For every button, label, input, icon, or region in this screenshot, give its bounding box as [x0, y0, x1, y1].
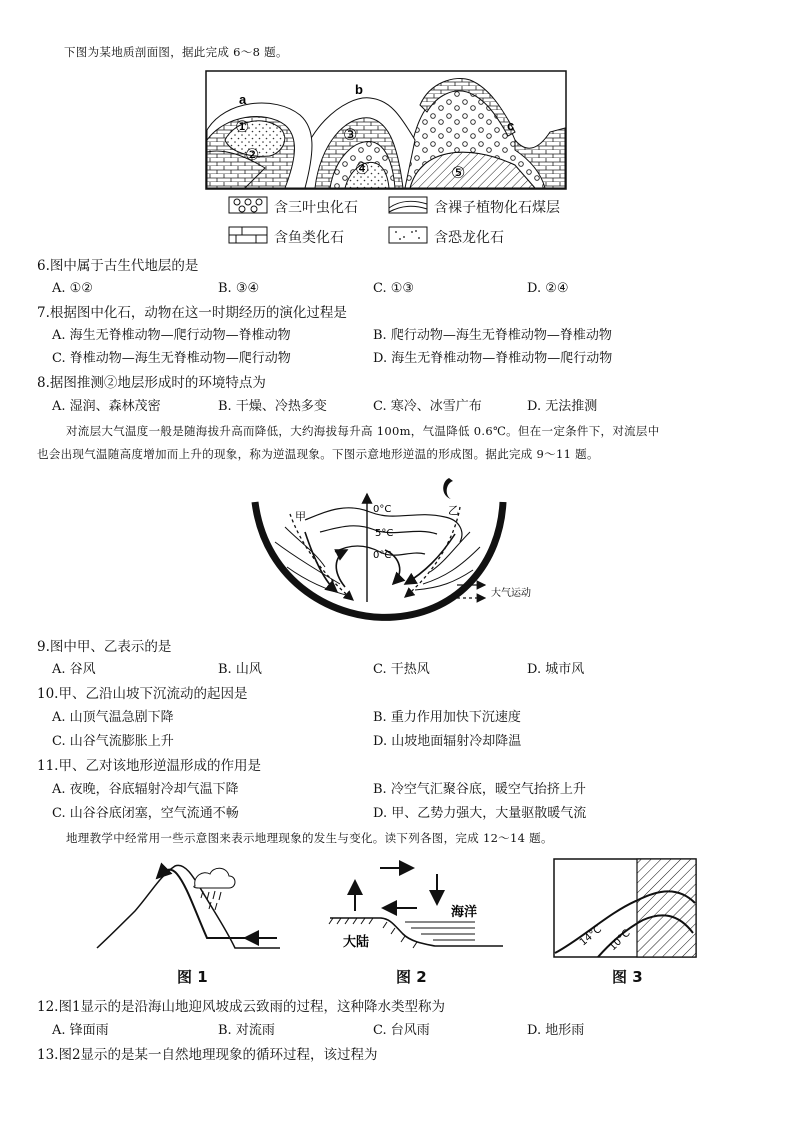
q6-option-a[interactable]: A. ①②	[52, 281, 93, 296]
label-layer-4: ④	[355, 159, 370, 178]
figure-2-land-label: 大陆	[343, 935, 370, 950]
legend-swatch-fish	[228, 226, 268, 244]
q8-option-d[interactable]: D. 无法推测	[527, 399, 598, 414]
question-7-stem: 7.根据图中化石，动物在这一时期经历的演化过程是	[37, 305, 347, 321]
q7-option-b[interactable]: B. 爬行动物—海生无脊椎动物—脊椎动物	[373, 328, 612, 343]
label-a: a	[239, 92, 247, 107]
figure-3-caption: 图 3	[612, 968, 643, 986]
legend-swatch-trilobite	[228, 196, 268, 214]
intro-12-14: 地理教学中经常用一些示意图来表示地理现象的发生与变化。读下列各图，完成 12～14 题。	[66, 831, 553, 845]
valley-label-yi: 乙	[448, 504, 459, 517]
legend-fish: 含鱼类化石	[274, 230, 344, 246]
geologic-section-figure	[205, 70, 567, 190]
question-10-stem: 10.甲、乙沿山坡下沉流动的起因是	[37, 686, 248, 702]
q8-option-c[interactable]: C. 寒冷、冰雪广布	[373, 399, 482, 414]
valley-label-jia: 甲	[295, 510, 306, 523]
q12-option-a[interactable]: A. 锋面雨	[52, 1023, 109, 1038]
legend-trilobite: 含三叶虫化石	[274, 200, 358, 216]
q10-option-a[interactable]: A. 山顶气温急剧下降	[52, 710, 174, 725]
label-c: c	[507, 118, 515, 133]
q6-option-d[interactable]: D. ②④	[527, 281, 569, 296]
label-layer-1: ①	[235, 117, 250, 136]
q11-option-c[interactable]: C. 山谷谷底闭塞，空气流通不畅	[52, 806, 239, 821]
label-layer-3: ③	[343, 125, 358, 144]
label-layer-5: ⑤	[451, 163, 466, 182]
question-8-stem: 8.据图推测②地层形成时的环境特点为	[37, 375, 266, 391]
figure-1-caption: 图 1	[177, 968, 208, 986]
q7-option-d[interactable]: D. 海生无脊椎动物—脊椎动物—爬行动物	[373, 351, 613, 366]
q7-option-c[interactable]: C. 脊椎动物—海生无脊椎动物—爬行动物	[52, 351, 291, 366]
isotherm-label-top: 0°C	[373, 504, 392, 515]
figure-3-iso10-label: 10°C	[607, 927, 633, 954]
q7-option-a[interactable]: A. 海生无脊椎动物—爬行动物—脊椎动物	[52, 328, 291, 343]
figure-2-sea-breeze	[325, 856, 505, 956]
figure-2-ocean-label: 海洋	[451, 905, 478, 920]
valley-inversion-figure	[245, 472, 555, 622]
q12-option-d[interactable]: D. 地形雨	[527, 1023, 585, 1038]
intro-9-11-line1: 对流层大气温度一般是随海拔升高而降低，大约海拔每升高 100m，气温降低 0.6℃。但在一定条件下，对流层中	[66, 424, 660, 438]
q9-option-b[interactable]: B. 山风	[218, 662, 262, 677]
isotherm-label-mid: 5°C	[375, 528, 394, 539]
legend-gymnosperm: 含裸子植物化石煤层	[434, 200, 560, 216]
legend-swatch-dinosaur	[388, 226, 428, 244]
intro-6-8: 下图为某地质剖面图，据此完成 6～8 题。	[64, 45, 288, 59]
figure-1-orographic	[95, 856, 285, 956]
question-13-stem: 13.图2显示的是某一自然地理现象的循环过程，该过程为	[37, 1047, 378, 1063]
valley-legend-label: 大气运动	[491, 588, 531, 599]
label-layer-2: ②	[245, 145, 260, 164]
question-11-stem: 11.甲、乙对该地形逆温形成的作用是	[37, 758, 261, 774]
q11-option-a[interactable]: A. 夜晚，谷底辐射冷却气温下降	[52, 782, 239, 797]
q11-option-b[interactable]: B. 冷空气汇聚谷底，暖空气抬挤上升	[373, 782, 586, 797]
q9-option-c[interactable]: C. 干热风	[373, 662, 430, 677]
q10-option-c[interactable]: C. 山谷气流膨胀上升	[52, 734, 174, 749]
q11-option-d[interactable]: D. 甲、乙势力强大，大量驱散暖气流	[373, 806, 587, 821]
q8-option-b[interactable]: B. 干燥、冷热多变	[218, 399, 327, 414]
legend-swatch-gymnosperm	[388, 196, 428, 214]
q12-option-c[interactable]: C. 台风雨	[373, 1023, 430, 1038]
q6-option-b[interactable]: B. ③④	[218, 281, 260, 296]
figure-2-caption: 图 2	[396, 968, 427, 986]
figure-3-iso14-label: 14°C	[577, 923, 604, 949]
question-6-stem: 6.图中属于古生代地层的是	[37, 258, 199, 274]
q6-option-c[interactable]: C. ①③	[373, 281, 415, 296]
figure-3-isotherms	[553, 858, 698, 958]
isotherm-label-bottom: 0°C	[373, 550, 392, 561]
q9-option-a[interactable]: A. 谷风	[52, 662, 96, 677]
q12-option-b[interactable]: B. 对流雨	[218, 1023, 275, 1038]
q8-option-a[interactable]: A. 湿润、森林茂密	[52, 399, 161, 414]
question-12-stem: 12.图1显示的是沿海山地迎风坡成云致雨的过程，这种降水类型称为	[37, 999, 446, 1015]
q9-option-d[interactable]: D. 城市风	[527, 662, 585, 677]
q10-option-b[interactable]: B. 重力作用加快下沉速度	[373, 710, 521, 725]
question-9-stem: 9.图中甲、乙表示的是	[37, 639, 172, 655]
legend-dinosaur: 含恐龙化石	[434, 230, 504, 246]
label-b: b	[355, 82, 363, 97]
q10-option-d[interactable]: D. 山坡地面辐射冷却降温	[373, 734, 522, 749]
intro-9-11-line2: 也会出现气温随高度增加而上升的现象，称为逆温现象。下图示意地形逆温的形成图。据此完成 9～11 题。	[37, 447, 599, 461]
